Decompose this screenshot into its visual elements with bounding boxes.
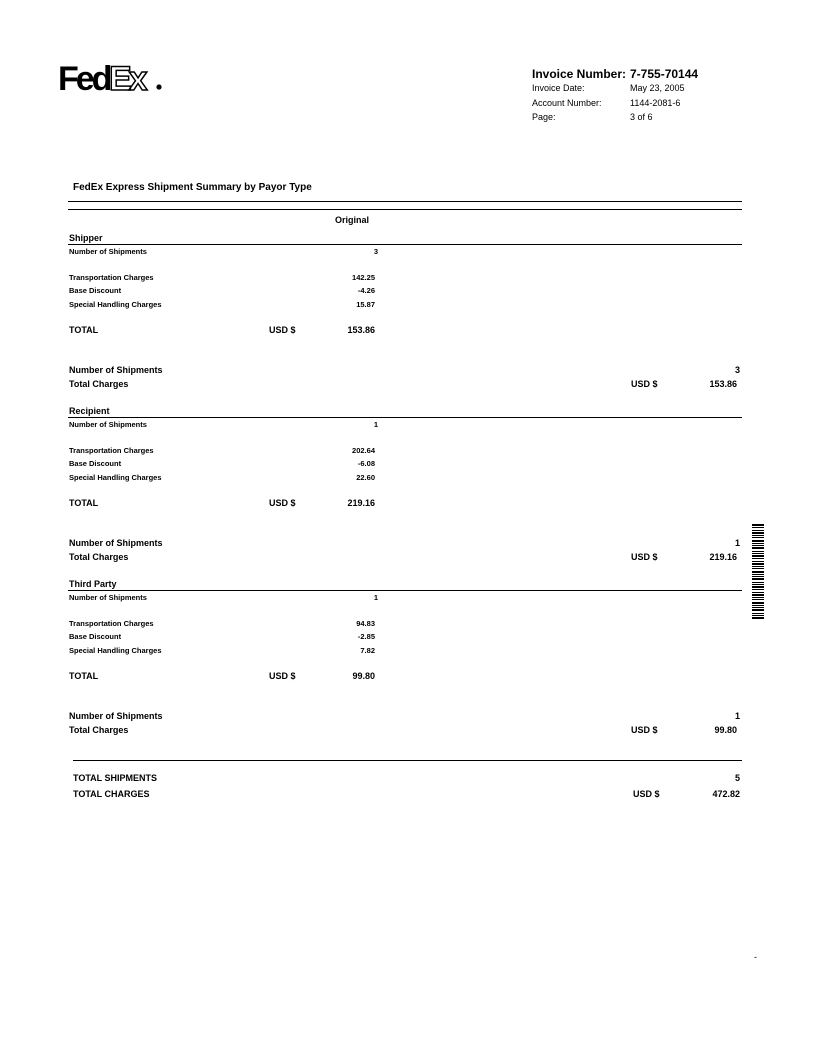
section-shipments-label: Number of Shipments [69, 420, 147, 429]
summary-charges-value: 219.16 [709, 552, 737, 562]
account-number: 1144-2081-6 [630, 98, 681, 108]
invoice-date-label: Invoice Date: [532, 83, 585, 93]
summary-shipments-value: 1 [734, 538, 740, 548]
total-shipments-label: TOTAL SHIPMENTS [73, 773, 158, 783]
barcode-bar [752, 594, 764, 596]
section-shipments-value: 1 [373, 420, 378, 429]
special-handling-label: Special Handling Charges [69, 300, 162, 309]
barcode-bar [752, 576, 764, 577]
base-discount-value: -6.08 [357, 459, 375, 468]
base-discount-label: Base Discount [69, 459, 122, 468]
barcode-bar [752, 599, 764, 600]
barcode-bar [752, 547, 764, 549]
barcode-strip [752, 524, 764, 620]
section-total-label: TOTAL [69, 498, 99, 508]
summary-charges-label: Total Charges [69, 552, 129, 562]
transportation-value: 142.25 [352, 273, 375, 282]
barcode-bar [752, 545, 764, 546]
section-shipments-value: 1 [373, 593, 378, 602]
fedex-logo-dot [156, 84, 161, 89]
barcode-bar [752, 607, 764, 608]
total-charges-label: TOTAL CHARGES [73, 789, 150, 799]
barcode-bar [752, 540, 764, 542]
barcode-bar [752, 561, 764, 562]
special-handling-label: Special Handling Charges [69, 646, 162, 655]
total-charges-currency: USD $ [633, 789, 660, 799]
barcode-bar [752, 617, 764, 619]
transportation-label: Transportation Charges [69, 273, 154, 282]
barcode-bar [752, 584, 764, 585]
barcode-bar [752, 613, 764, 614]
section-rule [68, 590, 742, 591]
barcode-bar [752, 592, 764, 593]
base-discount-value: -4.26 [357, 286, 375, 295]
total-shipments-value: 5 [734, 773, 740, 783]
barcode-bar [752, 602, 764, 604]
barcode-svg [752, 524, 764, 620]
invoice-date: May 23, 2005 [630, 83, 685, 93]
section-total-label: TOTAL [69, 671, 99, 681]
base-discount-label: Base Discount [69, 286, 122, 295]
fedex-logo-fed: Fed [58, 60, 110, 98]
summary-shipments-label: Number of Shipments [69, 538, 163, 548]
special-handling-label: Special Handling Charges [69, 473, 162, 482]
barcode-bar [752, 535, 764, 536]
column-header-original: Original [335, 215, 370, 225]
base-discount-label: Base Discount [69, 632, 122, 641]
barcode-bar [752, 551, 764, 552]
summary-charges-label: Total Charges [69, 725, 129, 735]
section-shipments-label: Number of Shipments [69, 247, 147, 256]
barcode-bar [752, 571, 764, 573]
summary-charges-value: 99.80 [714, 725, 737, 735]
summary-charges-currency: USD $ [631, 379, 658, 389]
page-label: Page: [532, 112, 556, 122]
transportation-value: 202.64 [352, 446, 375, 455]
header-rule-bottom [68, 209, 742, 210]
special-handling-value: 15.87 [356, 300, 375, 309]
transportation-label: Transportation Charges [69, 619, 154, 628]
section-shipments-label: Number of Shipments [69, 593, 147, 602]
section-total-value: 153.86 [347, 325, 375, 335]
fedex-logo-ex: Ex [109, 60, 145, 98]
transportation-label: Transportation Charges [69, 446, 154, 455]
barcode-bar [752, 586, 764, 588]
barcode-bar [752, 566, 764, 567]
invoice-number-label: Invoice Number: [532, 67, 627, 81]
barcode-bar [752, 578, 764, 580]
summary-charges-label: Total Charges [69, 379, 129, 389]
section-title: Third Party [69, 579, 117, 589]
section-title: Shipper [69, 233, 103, 243]
section-total-value: 99.80 [352, 671, 375, 681]
section-title: Recipient [69, 406, 110, 416]
section-total-currency: USD $ [269, 498, 296, 508]
section-total-value: 219.16 [347, 498, 375, 508]
summary-shipments-value: 3 [734, 365, 740, 375]
base-discount-value: -2.85 [357, 632, 375, 641]
barcode-bar [752, 527, 764, 528]
barcode-bar [752, 615, 764, 616]
fedex-logo-svg [58, 58, 166, 98]
section-total-label: TOTAL [69, 325, 99, 335]
invoice-number: 7-755-70144 [630, 67, 699, 81]
summary-charges-currency: USD $ [631, 725, 658, 735]
transportation-value: 94.83 [356, 619, 375, 628]
barcode-bar [752, 543, 764, 544]
barcode-bar [752, 553, 764, 554]
barcode-bar [752, 563, 764, 565]
fedex-logo [58, 58, 166, 98]
barcode-bar [752, 524, 764, 526]
header-rule-top [68, 201, 742, 202]
barcode-bar [752, 537, 764, 538]
barcode-bar [752, 568, 764, 569]
barcode-bar [752, 558, 764, 559]
page-number: 3 of 6 [630, 112, 653, 122]
special-handling-value: 7.82 [360, 646, 375, 655]
footer-mark: - [754, 952, 757, 962]
barcode-bar [752, 597, 764, 598]
barcode-bar [752, 609, 764, 611]
barcode-bar [752, 605, 764, 606]
barcode-bar [752, 530, 764, 531]
barcode-bar [752, 589, 764, 590]
account-number-label: Account Number: [532, 98, 602, 108]
report-title: FedEx Express Shipment Summary by Payor Type [73, 182, 312, 193]
section-shipments-value: 3 [373, 247, 378, 256]
total-charges-value: 472.82 [712, 789, 740, 799]
barcode-bar [752, 574, 764, 575]
summary-charges-value: 153.86 [709, 379, 737, 389]
summary-shipments-label: Number of Shipments [69, 711, 163, 721]
section-rule [68, 244, 742, 245]
barcode-bar [752, 532, 764, 534]
section-total-currency: USD $ [269, 671, 296, 681]
summary-charges-currency: USD $ [631, 552, 658, 562]
section-rule [68, 417, 742, 418]
special-handling-value: 22.60 [356, 473, 375, 482]
summary-shipments-label: Number of Shipments [69, 365, 163, 375]
section-total-currency: USD $ [269, 325, 296, 335]
barcode-bar [752, 582, 764, 583]
grand-total-rule [73, 760, 742, 761]
barcode-bar [752, 555, 764, 557]
summary-shipments-value: 1 [734, 711, 740, 721]
